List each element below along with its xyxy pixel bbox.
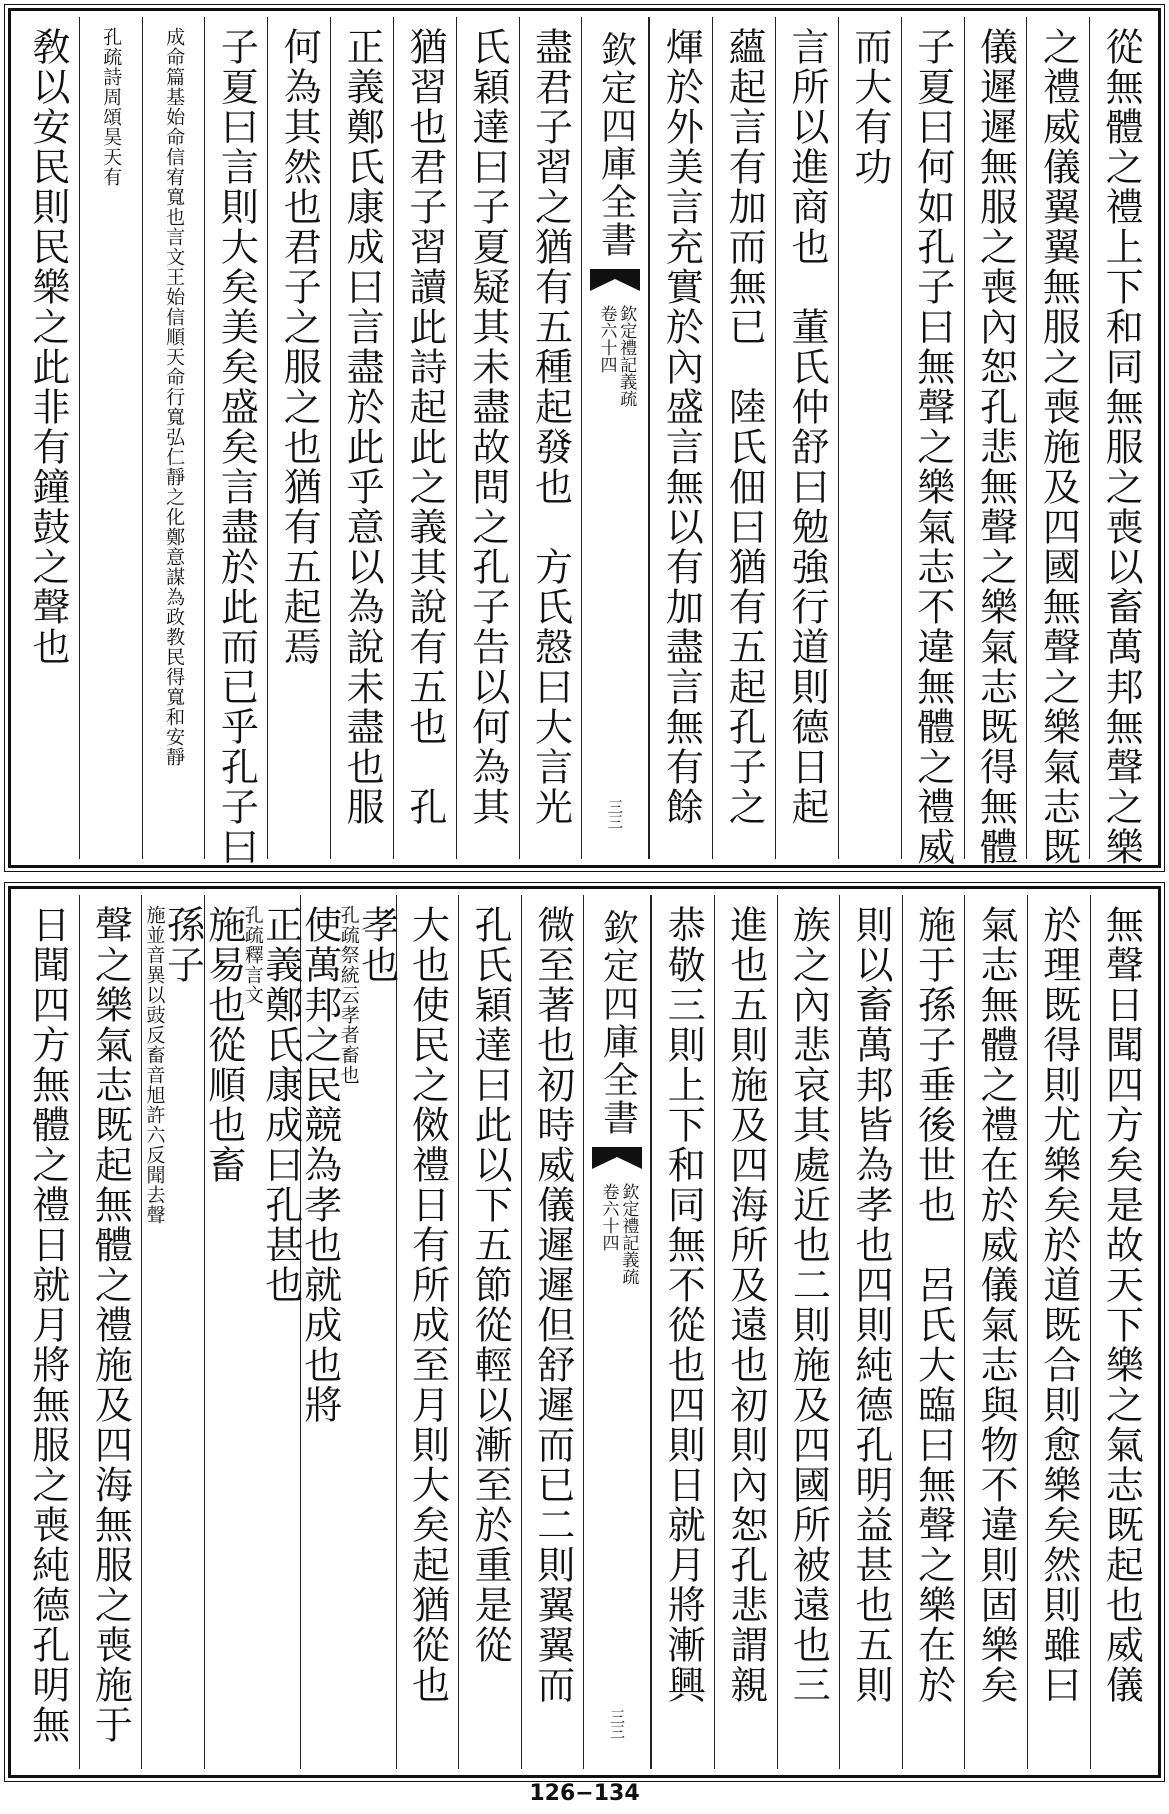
text-column: 儀遲遲無服之喪內恕孔悲無聲之樂氣志既得無體: [964, 17, 1027, 859]
book-title: 欽定四庫全書: [597, 909, 639, 1137]
text-column: 煇於外美言充實於內盛言無以有加盡言無有餘: [649, 17, 712, 859]
text-column: 於理既得則尤樂矣於道既合則愈樂矣然則雖曰: [1027, 895, 1090, 1769]
main-text: 正義鄭氏康成曰孔甚也: [258, 905, 303, 1305]
inline-note: [143, 905, 166, 1225]
text-column: 大也使民之傚禮日有所成至月則大矣起猶從也: [396, 895, 459, 1769]
text-column: 則以畜萬邦皆為孝也四則純德孔明益甚也五則: [839, 895, 902, 1769]
folio-number: 三三: [605, 799, 624, 829]
text-column: 施于孫子垂後世也 呂氏大臨曰無聲之樂在於: [902, 895, 965, 1769]
text-column: 子夏曰何如孔子曰無聲之樂氣志不違無體之禮威: [901, 17, 964, 859]
text-column: 言所以進商也 董氏仲舒曰勉強行道則德日起: [775, 17, 838, 859]
text-column: 氏穎達曰子夏疑其未盡故問之孔子告以何為其: [456, 17, 519, 859]
juan-number: 卷六十四: [598, 1183, 619, 1251]
work-title: 欽定禮記義疏: [618, 1183, 639, 1285]
note-line: 孔疏詩周頌昊天有: [100, 27, 123, 187]
text-column: 何為其然也君子之服之也猶有五起焉: [267, 17, 330, 859]
note-line: 孝者畜也: [337, 1005, 360, 1085]
text-column: 從無體之禮上下和同無服之喪以畜萬邦無聲之樂: [1089, 17, 1152, 859]
note-line: 成命篇基始命信宥寬也言文王始信順天命行: [163, 27, 186, 407]
text-column: 恭敬三則上下和同無不從也四則日就月將漸興: [651, 895, 714, 1769]
main-text: 孝也: [354, 905, 399, 985]
work-title: 欽定禮記義疏: [616, 305, 637, 407]
volume-label: [599, 1183, 637, 1285]
annotation-column: [79, 17, 142, 859]
text-column: 蘊起言有加而無已 陸氏佃曰猶有五起孔子之: [712, 17, 775, 859]
folio-number: 三三: [607, 1709, 626, 1739]
text-column: [201, 895, 303, 1769]
annotation-column: [142, 17, 205, 859]
top-page-block: [8, 8, 1161, 868]
text-column: 猶習也君子習讀此詩起此之義其說有五也 孔: [393, 17, 456, 859]
note-line: 施並音異以豉反畜: [143, 905, 166, 1065]
juan-number: 卷六十四: [596, 305, 617, 373]
note-line: 言文: [241, 965, 264, 1005]
text-column: 聲之樂氣志既起無體之禮施及四海無服之喪施于: [79, 895, 142, 1769]
note-line: 孔疏釋: [241, 905, 264, 965]
note-line: 孔疏祭統云: [337, 905, 360, 1005]
text-column: 氣志無體之禮在於威儀氣志與物不違則固樂矣: [964, 895, 1027, 1769]
page-number: 126−134: [529, 1781, 640, 1806]
center-fold-column: [583, 895, 651, 1769]
text-column: 而大有功: [838, 17, 901, 859]
center-fold-column: [581, 17, 649, 859]
text-column: 之禮威儀翼翼無服之喪施及四國無聲之樂氣志既: [1026, 17, 1089, 859]
bottom-page-block: [8, 886, 1161, 1778]
main-text: 孫子: [160, 905, 205, 985]
note-line: 寬弘仁靜之化鄭意謀為政教民得寬和安靜: [163, 407, 186, 767]
text-column: 正義鄭氏康成曰言盡於此乎意以為說未盡也服: [330, 17, 393, 859]
text-column: 微至著也初時威儀遲遲但舒遲而已二則翼翼而: [521, 895, 584, 1769]
text-column: [297, 895, 399, 1769]
main-text: 施易也從順也畜: [201, 905, 246, 1185]
text-column: [141, 895, 204, 1769]
text-column: 族之內悲哀其處近也二則施及四國所被遠也三: [777, 895, 840, 1769]
bottom-columns: [17, 895, 1152, 1769]
note-line: 音旭許六反聞去聲: [143, 1065, 166, 1225]
text-column: 無聲日聞四方矣是故天下樂之氣志既起也威儀: [1090, 895, 1153, 1769]
book-title: 欽定四庫全書: [595, 31, 637, 259]
text-column: 孔氏穎達曰此以下五節從輕以漸至於重是從: [458, 895, 521, 1769]
top-columns: [17, 17, 1152, 867]
fish-tail-icon: [590, 1145, 644, 1171]
volume-label: [597, 305, 635, 407]
text-column: 敎以安民則民樂之此非有鐘鼓之聲也: [25, 27, 70, 667]
text-column: 盡君子習之猶有五種起發也 方氏慤曰大言光: [519, 17, 582, 859]
text-column: 子夏曰言則大矣美矣盛矣言盡於此而已乎孔子曰: [204, 17, 267, 859]
text-column: 日聞四方無體之禮日就月將無服之喪純德孔明無: [25, 905, 70, 1745]
fish-tail-icon: [588, 267, 642, 293]
text-column: 進也五則施及四海所及遠也初則內恕孔悲謂親: [714, 895, 777, 1769]
main-text: 使萬邦之民競為孝也就成也將: [297, 905, 342, 1425]
